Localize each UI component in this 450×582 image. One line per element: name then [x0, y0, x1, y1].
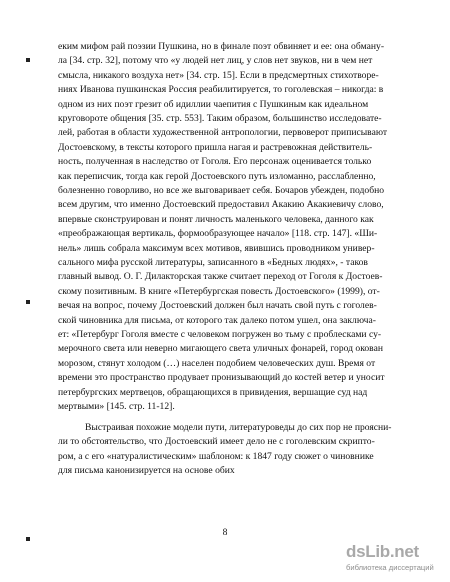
text-line: скому позитивным. В книге «Петербургская повесть Достоевского» (1999), от- [58, 286, 380, 297]
page-number: 8 [222, 527, 228, 538]
text-line-paragraph-start: Выстраивая похожие модели пути, литературоведы до сих пор не проясни- [85, 422, 392, 433]
text-line: вечая на вопрос, почему Достоевский должен был начать свой путь с гоголев- [58, 300, 377, 311]
text-line: еким мифом рай поэзии Пушкина, но в финале поэт обвиняет и ее: она обману- [58, 41, 385, 52]
watermark-logo: dsLib.net [346, 542, 419, 561]
text-line: для письма канонизируется на основе обих [58, 465, 235, 476]
text-line: сального мифа русской литературы, записанного в «Бедных людях», - таков [58, 257, 368, 268]
text-line: мерочного света или неверно мигающего света уличных фонарей, город окован [58, 343, 383, 354]
text-line: болезненно говорливо, но все же выговаривает себя. Бочаров убежден, подобно [58, 185, 385, 196]
text-line: ской чиновника для письма, от которого так далеко потом ушел, она заключа- [58, 315, 376, 326]
text-line: как переписчик, тогда как герой Достоевского путь изломанно, расслабленно, [58, 171, 376, 182]
text-line: времени это пространство продувает пронизывающий до костей ветер и уносит [58, 372, 385, 383]
text-line: смысла, никакого воздуха нет» [34. стр. 15]. Если в предсмертных стихотворе- [58, 70, 379, 81]
text-line: нель» лишь собрала максимум всех мотивов, явившись проводником универ- [58, 243, 375, 254]
text-line: ром, а с его «натуралистическим» шаблоном: к 1847 году сюжет о чиновнике [58, 451, 374, 462]
text-line: круговороте общения [35. стр. 553]. Таким образом, большинство исследовате- [58, 113, 382, 124]
text-line: ла [34. стр. 32], потому что «у людей нет лиц, у слов нет звуков, ни в чем нет [58, 55, 373, 66]
text-line: ниях Иванова пушкинская Россия реабилитируется, то гоголевская – никогда: в [58, 84, 384, 95]
watermark [346, 542, 446, 578]
text-line: морозом, стянут холодом (…) населен подобием человеческих душ. Время от [58, 358, 376, 369]
text-line: одном из них поэт грезит об идиллии чаепития с Пушкиным как идеальном [58, 99, 369, 110]
text-line: ет: «Петербург Гоголя вместе с человеком погружен во тьму с проблесками су- [58, 329, 382, 340]
text-line: ность, полученная в наследство от Гоголя. Его персонаж оценивается только [58, 156, 372, 167]
registration-mark-mid-left [26, 300, 30, 304]
registration-mark-top-left [26, 58, 30, 62]
text-line: главный вывод. О. Г. Дилакторская также считает переход от Гоголя к Достоев- [58, 271, 383, 282]
text-line: «преображающая вертикаль, формообразующее начало» [118. стр. 147]. «Ши- [58, 228, 378, 239]
text-line: впервые сконструирован и понят личность маленького человека, данного как [58, 214, 374, 225]
text-line: всем другим, что именно Достоевский предоставил Акакию Акакиевичу слово, [58, 199, 384, 210]
text-line: лей, работая в области художественной антропологии, первоверот приписывают [58, 127, 388, 138]
text-line: петербургских мертвецов, обращающихся в привидения, вершащие суд над [58, 387, 368, 398]
text-line: Достоевскому, в тексты которого пришла нагая и растревожная действитель- [58, 142, 373, 153]
text-line: ли то обстоятельство, что Достоевский имеет дело не с гоголевским скрипто- [58, 436, 375, 447]
watermark-subtitle: библиотека диссертаций [346, 563, 434, 572]
text-line: мертвыми» [145. стр. 11-12]. [58, 401, 175, 412]
